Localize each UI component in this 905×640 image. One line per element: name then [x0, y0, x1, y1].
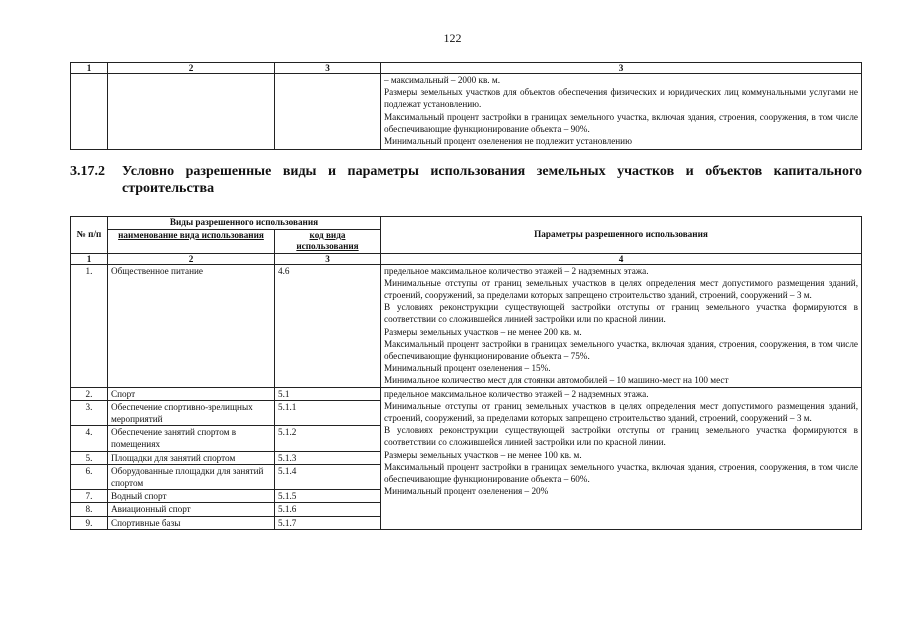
row-num: 6.	[71, 464, 108, 489]
row-code: 4.6	[275, 264, 381, 387]
colnum-2: 2	[108, 253, 275, 264]
row-name: Спортивные базы	[108, 516, 275, 529]
param-line: предельное максимальное количество этажей – 2 надземных этажа.	[384, 388, 649, 399]
row-name: Обеспечение занятий спортом в помещениях	[108, 426, 275, 451]
top-param-line: – максимальный – 2000 кв. м.	[384, 75, 501, 85]
row-params-shared	[381, 387, 862, 529]
top-table	[70, 62, 862, 150]
param-line: Минимальные отступы от границ земельных участков в целях определения мест допустимого размещения зданий, строений, сооружений, за пределами которых запрещено строительство зданий, строений, сооружений – 3 м.	[384, 400, 858, 423]
param-line: Размеры земельных участков – не менее 200 кв. м.	[384, 326, 582, 337]
param-line: Минимальное количество мест для стоянки автомобилей – 10 машино-мест на 100 мест	[384, 375, 729, 386]
row-name: Спорт	[108, 387, 275, 400]
top-cell-num	[71, 74, 108, 150]
row-num: 7.	[71, 490, 108, 503]
top-table-header-row	[71, 63, 862, 74]
row-name: Оборудованные площадки для занятий спортом	[108, 464, 275, 489]
row-name: Водный спорт	[108, 490, 275, 503]
row-code: 5.1.6	[275, 503, 381, 516]
row-code: 5.1.3	[275, 451, 381, 464]
param-line: Максимальный процент застройки в границах земельного участка, включая здания, строения, сооружения, в том числе обеспечивающие функционирование объекта – 75%.	[384, 338, 858, 361]
row-name: Общественное питание	[108, 264, 275, 387]
page-number: 122	[443, 31, 462, 45]
param-line: Минимальные отступы от границ земельных участков в целях определения мест допустимого размещения зданий, строений, сооружений, за пределами которых запрещено строительство зданий, строений, сооружений – 3 м.	[384, 277, 858, 300]
row-num: 4.	[71, 426, 108, 451]
row-params	[381, 264, 862, 387]
row-name: Обеспечение спортивно-зрелищных мероприятий	[108, 400, 275, 425]
row-name: Площадки для занятий спортом	[108, 451, 275, 464]
top-table-row	[71, 74, 862, 150]
row-code: 5.1.1	[275, 400, 381, 425]
row-code: 5.1.5	[275, 490, 381, 503]
table-row	[71, 387, 862, 400]
colnum-4: 4	[381, 253, 862, 264]
colnum-3: 3	[275, 253, 381, 264]
table-row	[71, 264, 862, 387]
param-line: Размеры земельных участков – не менее 100 кв. м.	[384, 449, 582, 460]
main-header-row-1	[71, 217, 862, 230]
param-line: Минимальный процент озеленения – 20%	[384, 486, 549, 497]
param-line: В условиях реконструкции существующей застройки отступы от границ земельного участка формируются в соответствии со сложившейся линией застройки или по красной линии.	[384, 425, 858, 448]
top-param-line: Минимальный процент озеленения не подлежит установлению	[384, 136, 632, 147]
header-num: № п/п	[71, 217, 108, 254]
top-header-col-2: 2	[108, 63, 275, 74]
row-num: 8.	[71, 503, 108, 516]
param-line: В условиях реконструкции существующей застройки отступы от границ земельного участка формируются в соответствии со сложившейся линией застройки или по красной линии.	[384, 302, 858, 325]
main-table	[70, 216, 862, 530]
row-code: 5.1.7	[275, 516, 381, 529]
row-code: 5.1.2	[275, 426, 381, 451]
row-name: Авиационный спорт	[108, 503, 275, 516]
param-line: Максимальный процент застройки в границах земельного участка, включая здания, строения, сооружения, в том числе обеспечивающие функционирование объекта – 60%.	[384, 461, 858, 484]
top-header-col-1: 1	[71, 63, 108, 74]
top-header-col-3: 3	[275, 63, 381, 74]
row-num: 3.	[71, 400, 108, 425]
row-num: 5.	[71, 451, 108, 464]
row-num: 9.	[71, 516, 108, 529]
top-param-line: Размеры земельных участков для объектов обеспечения физических и юридических лиц коммунальными услугами не подлежат установлению.	[384, 87, 858, 110]
param-line: Минимальный процент озеленения – 15%.	[384, 363, 551, 374]
top-param-line: Максимальный процент застройки в границах земельного участка, включая здания, строения, сооружения, в том числе обеспечивающие функционирование объекта – 90%.	[384, 111, 858, 134]
row-num: 1.	[71, 264, 108, 387]
top-cell-name	[108, 74, 275, 150]
colnum-1: 1	[71, 253, 108, 264]
row-code: 5.1.4	[275, 464, 381, 489]
header-params: Параметры разрешенного использования	[381, 217, 862, 254]
section-heading	[70, 163, 862, 197]
header-name: наименование вида использования	[108, 229, 275, 253]
param-line: предельное максимальное количество этажей – 2 надземных этажа.	[384, 265, 649, 276]
header-types: Виды разрешенного использования	[108, 217, 381, 230]
top-header-col-4: 3	[381, 63, 862, 74]
top-cell-code	[275, 74, 381, 150]
section-title: Условно разрешенные виды и параметры использования земельных участков и объектов капитального строительства	[122, 164, 862, 196]
row-num: 2.	[71, 387, 108, 400]
main-colnum-row	[71, 253, 862, 264]
row-code: 5.1	[275, 387, 381, 400]
header-code: код вида использования	[275, 229, 381, 253]
section-number: 3.17.2	[70, 164, 105, 179]
top-cell-params	[381, 74, 862, 150]
